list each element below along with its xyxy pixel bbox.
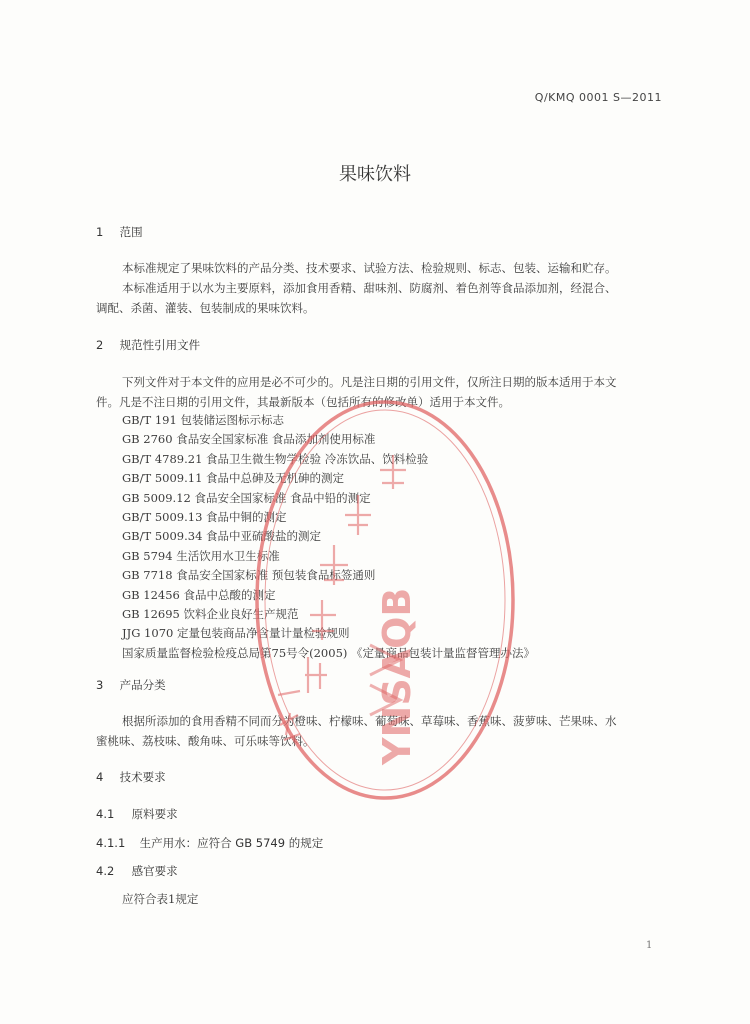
subsection-heading-raw-materials [96, 806, 178, 822]
section-heading-tech [96, 769, 166, 785]
section-number: 3 [96, 678, 104, 692]
section-title: 技术要求 [119, 770, 166, 784]
reference-item: GB 12695 饮料企业良好生产规范 [122, 606, 299, 621]
section-title: 产品分类 [119, 678, 166, 692]
clause-production-water [96, 835, 323, 851]
svg-text:YNSAQB: YNSAQB [375, 587, 419, 765]
reference-item: GB/T 4789.21 食品卫生微生物学检验 冷冻饮品、饮料检验 [122, 451, 429, 466]
document-title: 果味饮料 [339, 164, 411, 185]
subsection-title: 原料要求 [131, 807, 178, 821]
reference-list [122, 411, 535, 663]
refs-intro [96, 372, 662, 412]
reference-item: 国家质量监督检验检疫总局第75号令(2005) 《定量商品包装计量监督管理办法》 [122, 645, 536, 660]
sensory-requirement-text: 应符合表1规定 [122, 892, 199, 906]
reference-item: GB/T 5009.13 食品中铜的测定 [122, 509, 287, 524]
reference-item: GB/T 191 包装储运图标示标志 [122, 413, 284, 427]
text-line: 调配、杀菌、灌装、包装制成的果味饮料。 [96, 301, 315, 315]
subsection-number: 4.2 [96, 864, 115, 878]
subsection-number: 4.1 [96, 807, 115, 821]
page-number: 1 [646, 940, 653, 951]
text-line: 件。凡是不注日期的引用文件，其最新版本（包括所有的修改单）适用于本文件。 [96, 395, 510, 409]
section-heading-refs [96, 337, 200, 353]
text-line: 蜜桃味、荔枝味、酸角味、可乐味等饮料。 [96, 734, 315, 748]
section-title: 规范性引用文件 [119, 338, 201, 352]
reference-item: GB/T 5009.11 食品中总砷及无机砷的测定 [122, 471, 345, 486]
text-line: 下列文件对于本文件的应用是必不可少的。凡是注日期的引用文件，仅所注日期的版本适用于本文 [122, 375, 617, 389]
classification-paragraph [96, 711, 662, 751]
text-line: 本标准规定了果味饮料的产品分类、技术要求、试验方法、检验规则、标志、包装、运输和贮存。 [122, 261, 617, 275]
subsection-heading-sensory [96, 863, 178, 879]
section-heading-classification [96, 677, 166, 693]
text-line: 本标准适用于以水为主要原料，添加食用香精、甜味剂、防腐剂、着色剂等食品添加剂，经混合、 [122, 281, 617, 295]
text-line: 根据所添加的食用香精不同而分为橙味、柠檬味、葡萄味、草莓味、香蕉味、菠萝味、芒果味、水 [122, 714, 617, 728]
reference-item: GB 5009.12 食品安全国家标准 食品中铅的测定 [122, 490, 371, 505]
section-heading-scope [96, 224, 143, 240]
section-number: 2 [96, 338, 104, 352]
clause-number: 4.1.1 [96, 836, 126, 850]
reference-item: GB 5794 生活饮用水卫生标准 [122, 548, 280, 563]
standard-number: Q/KMQ 0001 S—2011 [534, 91, 662, 104]
section-number: 1 [96, 225, 104, 239]
subsection-title: 感官要求 [131, 864, 178, 878]
reference-item: GB 2760 食品安全国家标准 食品添加剂使用标准 [122, 432, 376, 447]
scope-paragraph [96, 258, 662, 318]
section-title: 范围 [119, 225, 143, 239]
clause-text: 生产用水：应符合 GB 5749 的规定 [139, 836, 324, 850]
reference-item: GB 7718 食品安全国家标准 预包装食品标签通则 [122, 568, 376, 583]
section-number: 4 [96, 770, 104, 784]
reference-item: JJG 1070 定量包装商品净含量计量检验规则 [122, 626, 350, 641]
reference-item: GB 12456 食品中总酸的测定 [122, 587, 276, 602]
reference-item: GB/T 5009.34 食品中亚硫酸盐的测定 [122, 529, 322, 544]
